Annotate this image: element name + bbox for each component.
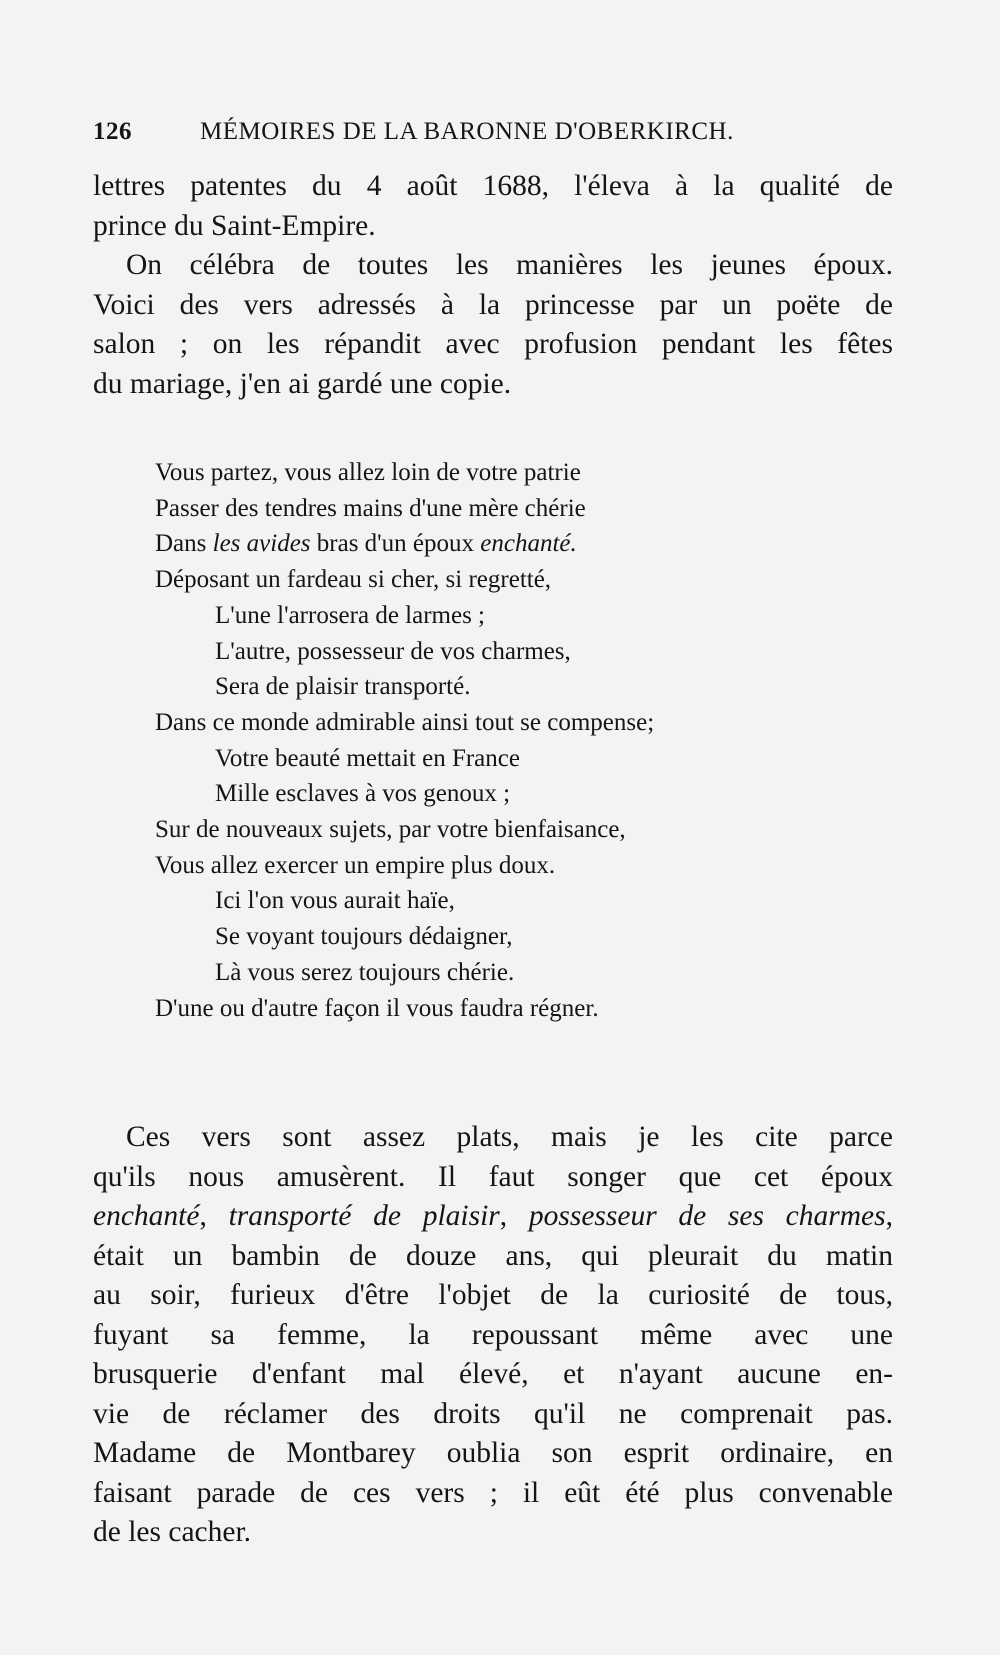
poem-line: Vous allez exercer un empire plus doux.: [155, 851, 556, 879]
text-sep: ,: [885, 1200, 894, 1232]
text-line: Madame de Montbarey oublia son esprit ordinaire, en: [93, 1437, 893, 1469]
text-line: était un bambin de douze ans, qui pleurait du matin: [93, 1239, 893, 1272]
text-line: salon ; on les répandit avec profusion pendant les fêtes: [93, 328, 893, 360]
italic-text: transporté de plaisir: [228, 1200, 500, 1232]
poem-line: Se voyant toujours dédaigner,: [215, 923, 513, 951]
poem-line: Mille esclaves à vos genoux ;: [215, 780, 511, 808]
text-line: prince du Saint-Empire.: [93, 209, 376, 242]
text-line: de les cacher.: [93, 1516, 252, 1548]
poem-line: L'autre, possesseur de vos charmes,: [215, 637, 571, 665]
text-line: Ces vers sont assez plats, mais je les cite parce: [126, 1121, 893, 1153]
text-line: lettres patentes du 4 août 1688, l'éleva à la qualité de: [93, 170, 893, 202]
italic-text: enchanté: [93, 1200, 200, 1232]
text-line: qu'ils nous amusèrent. Il faut songer que cet époux: [93, 1160, 893, 1193]
poem-italic-text: enchanté.: [480, 530, 577, 558]
poem-line: [155, 526, 855, 562]
paragraph-opening: [93, 167, 893, 404]
running-title: MÉMOIRES DE LA BARONNE D'OBERKIRCH.: [200, 118, 734, 145]
text-line: fuyant sa femme, la repoussant même avec une: [93, 1318, 893, 1351]
text-line: On célébra de toutes les manières les jeunes époux.: [126, 249, 893, 281]
poem-line: L'une l'arrosera de larmes ;: [215, 601, 485, 629]
italic-text: possesseur de ses charmes: [528, 1200, 886, 1232]
poem-line: Sur de nouveaux sujets, par votre bienfaisance,: [155, 816, 626, 844]
text-line: au soir, furieux d'être l'objet de la curiosité de tous,: [93, 1279, 893, 1311]
poem-line: Sera de plaisir transporté.: [215, 673, 471, 701]
poem-line: Passer des tendres mains d'une mère chérie: [155, 494, 586, 522]
text-line: brusquerie d'enfant mal élevé, et n'ayant aucune en-: [93, 1358, 893, 1390]
poem-line: D'une ou d'autre façon il vous faudra régner.: [155, 994, 599, 1022]
poem-line: Déposant un fardeau si cher, si regretté,: [155, 566, 552, 594]
text-line: faisant parade de ces vers ; il eût été plus convenable: [93, 1476, 893, 1509]
poem-line: Dans ce monde admirable ainsi tout se compense;: [155, 708, 655, 736]
poem-block: [155, 455, 855, 1026]
poem-text: bras d'un époux: [310, 530, 481, 558]
text-line: du mariage, j'en ai gardé une copie.: [93, 367, 512, 400]
text-line: vie de réclamer des droits qu'il ne comprenait pas.: [93, 1397, 893, 1430]
poem-line: Votre beauté mettait en France: [215, 744, 520, 772]
text-line: [93, 1197, 893, 1237]
poem-line: Vous partez, vous allez loin de votre patrie: [155, 459, 581, 486]
poem-text: Dans: [155, 530, 213, 558]
poem-line: Là vous serez toujours chérie.: [215, 958, 515, 986]
text-line: Voici des vers adressés à la princesse par un poëte de: [93, 288, 893, 321]
paragraph-commentary: [93, 1118, 893, 1553]
poem-line: Ici l'on vous aurait haïe,: [215, 887, 455, 915]
poem-italic-text: les avides: [212, 530, 311, 558]
text-sep: ,: [199, 1200, 229, 1232]
page-header: [93, 118, 893, 154]
page-number: 126: [93, 118, 132, 145]
text-sep: ,: [499, 1200, 529, 1232]
